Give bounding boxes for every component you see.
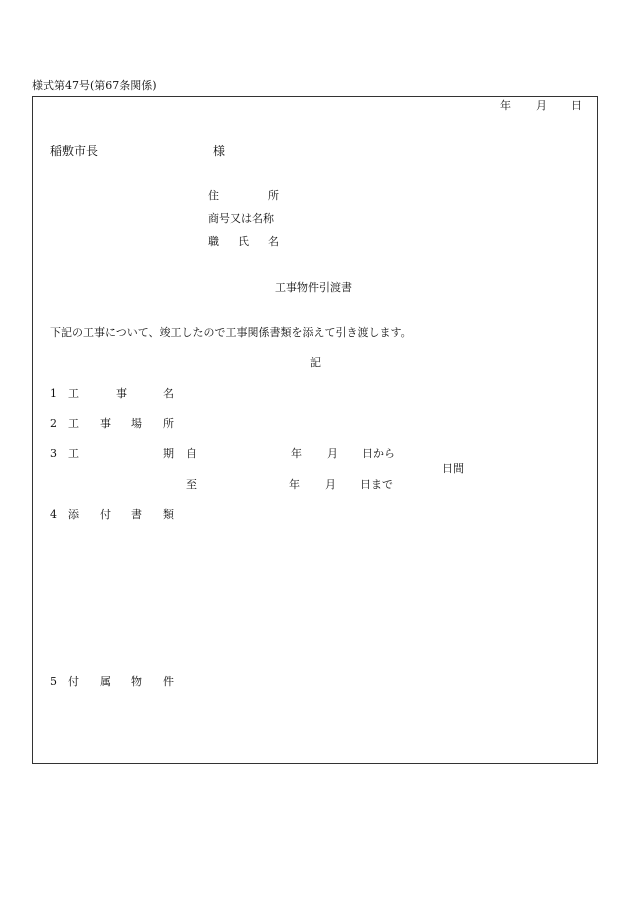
item-1-number: 1	[50, 387, 57, 400]
item-2-label-char-2: 事	[100, 417, 111, 430]
date-day-label: 日	[571, 99, 582, 112]
item-5-label-char-1: 付	[68, 675, 79, 688]
date-month-label: 月	[536, 99, 547, 112]
addressee-name: 稲敷市長	[50, 144, 99, 158]
period-to-day: 日まで	[360, 478, 393, 491]
period-from-month: 月	[327, 447, 338, 460]
title-name-label-char-2: 氏	[238, 235, 249, 248]
period-to-month: 月	[325, 478, 336, 491]
period-duration: 日間	[442, 462, 464, 475]
addressee-honorific: 様	[213, 144, 226, 158]
body-text: 下記の工事について、竣工したので工事関係書類を添えて引き渡します。	[50, 326, 412, 339]
item-5-number: 5	[50, 675, 57, 688]
date-year-label: 年	[500, 99, 511, 112]
item-2-label-char-4: 所	[163, 417, 174, 430]
item-3-label-char-1: 工	[68, 447, 79, 460]
item-2-number: 2	[50, 417, 57, 430]
period-to-label: 至	[186, 478, 197, 491]
item-4-number: 4	[50, 508, 57, 521]
form-number: 様式第47号(第67条関係)	[32, 79, 157, 92]
period-to-year: 年	[289, 478, 300, 491]
item-4-label-char-3: 書	[131, 508, 142, 521]
item-5-label-char-4: 件	[163, 675, 174, 688]
item-2-label-char-3: 場	[131, 417, 142, 430]
item-3-label-char-2: 期	[163, 447, 174, 460]
item-4-label-char-4: 類	[163, 508, 174, 521]
item-1-label-char-3: 名	[163, 387, 174, 400]
item-5-label-char-3: 物	[131, 675, 142, 688]
address-label-char-2: 所	[268, 189, 279, 202]
address-label-char-1: 住	[208, 189, 219, 202]
period-from-year: 年	[291, 447, 302, 460]
period-from-label: 自	[186, 447, 197, 460]
item-1-label-char-1: 工	[68, 387, 79, 400]
item-5-label-char-2: 属	[100, 675, 111, 688]
title-name-label-char-1: 職	[208, 235, 219, 248]
item-3-number: 3	[50, 447, 57, 460]
document-title: 工事物件引渡書	[275, 281, 352, 294]
title-name-label-char-3: 名	[268, 235, 279, 248]
item-4-label-char-1: 添	[68, 508, 79, 521]
ki-heading: 記	[310, 356, 321, 369]
form-frame	[32, 96, 598, 764]
item-2-label-char-1: 工	[68, 417, 79, 430]
period-from-day: 日から	[362, 447, 395, 460]
company-name-label: 商号又は名称	[208, 212, 274, 225]
item-4-label-char-2: 付	[100, 508, 111, 521]
item-1-label-char-2: 事	[116, 387, 127, 400]
